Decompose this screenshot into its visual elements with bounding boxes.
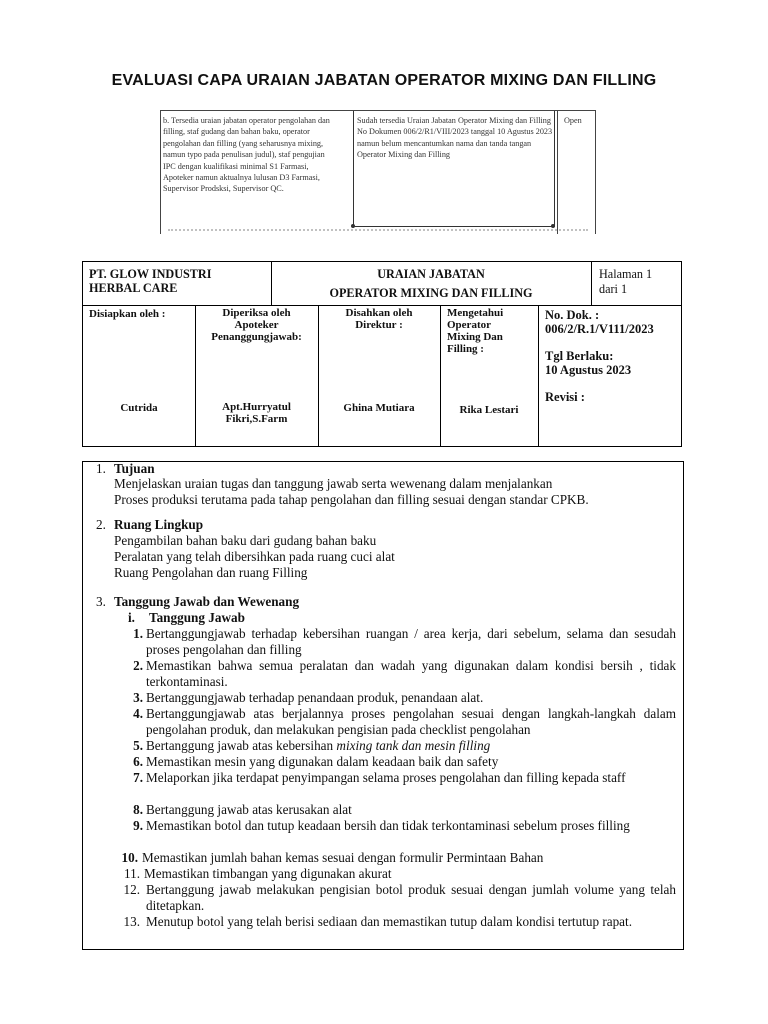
item-number: 8. <box>133 802 143 817</box>
list-item: Memastikan timbangan yang digunakan akurat <box>144 866 392 881</box>
section-number: 3. <box>96 594 106 609</box>
list-item: Bertanggungjawab terhadap kebersihan ruangan / area kerja, dari sebelum, selama dan sesudah proses pengolahan dan filling <box>146 626 676 657</box>
valid-date: 10 Agustus 2023 <box>545 363 632 377</box>
cropped-row-edge <box>168 229 588 231</box>
list-item: Bertanggungjawab terhadap penandaan produk, penandaan alat. <box>146 690 484 705</box>
list-item: Memastikan botol dan tutup keadaan bersih dan tidak terkontaminasi sebelum proses filling <box>146 818 630 833</box>
checked-label-2: Apoteker <box>234 319 279 331</box>
doc-title-line1: URAIAN JABATAN <box>377 267 485 281</box>
list-item <box>146 882 676 914</box>
company-name-line1: PT. GLOW INDUSTRI <box>89 267 212 281</box>
item-number: 2. <box>133 658 143 673</box>
scanned-capa-table <box>160 110 596 234</box>
tujuan-line2: Proses produksi terutama pada tahap pengolahan dan filling sesuai dengan standar CPKB. <box>114 492 589 507</box>
table-divider <box>595 111 596 234</box>
item-number: 6. <box>133 754 143 769</box>
tujuan-line1: Menjelaskan uraian tugas dan tanggung jawab serta wewenang dalam menjalankan <box>114 476 553 491</box>
document-header-table <box>82 261 682 447</box>
table-divider <box>83 305 681 306</box>
item-number: 12. <box>123 882 140 897</box>
approved-label-2: Direktur : <box>355 319 403 331</box>
approved-label-1: Disahkan oleh <box>345 307 413 319</box>
item-number: 3. <box>133 690 143 705</box>
table-divider <box>440 305 441 446</box>
list-item: Menutup botol yang telah berisi sediaan dan memastikan tutup dalam kondisi tertutup rapat. <box>146 914 632 929</box>
ruang-lingkup-line3: Ruang Pengolahan dan ruang Filling <box>114 565 308 580</box>
ack-label-2: Operator <box>447 319 491 331</box>
page-title: EVALUASI CAPA URAIAN JABATAN OPERATOR MIXING DAN FILLING <box>111 72 657 89</box>
section-title-tanggung-jawab: Tanggung Jawab dan Wewenang <box>114 594 300 609</box>
ack-label-3: Mixing Dan <box>447 331 503 343</box>
table-divider <box>591 262 592 305</box>
item-number: 13. <box>123 914 140 929</box>
ack-name: Rika Lestari <box>459 404 519 416</box>
prepared-label: Disiapkan oleh : <box>89 308 166 320</box>
item-italic-text: mixing tank dan mesin filling <box>336 738 491 753</box>
item-number: 7. <box>133 770 143 785</box>
ruang-lingkup-line2: Peralatan yang telah dibersihkan pada ruang cuci alat <box>114 549 395 564</box>
list-item: Bertanggungjawab atas berjalannya proses pengolahan sesuai dengan langkah-langkah dalam pengolahan produk, dan melakukan pengisian pada checklist pengolahan <box>146 706 676 737</box>
cell-corner-dot <box>551 224 555 228</box>
ack-label-1: Mengetahui <box>447 307 504 319</box>
finding-text: b. Tersedia uraian jabatan operator pengolahan dan filling, staf gudang dan bahan baku, operator pengolahan dan filling (yang seharusnya mixing, namun typo pada penulisan judul), staf pengujian IPC dengan kualifikasi minimal S1 Farmasi, Apoteker namun aktualnya lulusan D3 Farmasi, Supervisor Prodsksi, Supervisor QC. <box>163 116 330 194</box>
valid-date-label: Tgl Berlaku: <box>545 349 614 363</box>
checked-label-3: Penanggungjawab: <box>211 331 302 343</box>
doc-title-line2: OPERATOR MIXING DAN FILLING <box>329 286 533 300</box>
item-text: Bertanggung jawab atas kebersihan <box>146 738 334 753</box>
doc-number-label: No. Dok. : <box>545 308 600 322</box>
cell-corner-dot <box>351 224 355 228</box>
section-title-tujuan: Tujuan <box>114 461 155 476</box>
prepared-name: Cutrida <box>120 402 158 414</box>
list-item <box>146 738 676 754</box>
section-title-ruang-lingkup: Ruang Lingkup <box>114 517 204 532</box>
list-item: Memastikan bahwa semua peralatan dan wadah yang digunakan dalam kondisi bersih , tidak terkontaminasi. <box>146 658 676 689</box>
revision-label: Revisi : <box>545 390 585 404</box>
item-number: 10. <box>121 850 138 865</box>
section-number: 2. <box>96 517 106 532</box>
table-divider <box>557 111 558 234</box>
list-item: Memastikan mesin yang digunakan dalam keadaan baik dan safety <box>146 754 499 769</box>
page-number-line2: dari 1 <box>599 282 628 296</box>
subsection-title: Tanggung Jawab <box>149 610 245 625</box>
ruang-lingkup-line1: Pengambilan bahan baku dari gudang bahan baku <box>114 533 377 548</box>
list-item: Memastikan jumlah bahan kemas sesuai dengan formulir Permintaan Bahan <box>142 850 544 865</box>
item-number: 1. <box>133 626 143 641</box>
company-name-line2: HERBAL CARE <box>89 281 178 295</box>
ack-label-4: Filling : <box>447 343 484 355</box>
checked-name-1: Apt.Hurryatul <box>222 401 291 413</box>
approved-name: Ghina Mutiara <box>343 402 415 414</box>
subsection-number: i. <box>128 610 135 625</box>
list-item: Melaporkan jika terdapat penyimpangan selama proses pengolahan dan filling kepada staff <box>146 770 626 785</box>
response-text: Sudah tersedia Uraian Jabatan Operator Mixing dan Filling No Dokumen 006/2/R1/VIII/2023 tanggal 10 Agustus 2023 namun belum mencantumkan nama dan tanda tangan Operator Mixing dan Filling <box>357 116 553 160</box>
page-number-line1: Halaman 1 <box>599 267 653 281</box>
status-text: Open <box>564 116 582 125</box>
table-divider <box>538 305 539 446</box>
doc-number: 006/2/R.1/V111/2023 <box>545 322 654 336</box>
item-number: 4. <box>133 706 143 721</box>
section-number: 1. <box>96 461 106 476</box>
item-number: 9. <box>133 818 143 833</box>
list-item: Bertanggung jawab atas kerusakan alat <box>146 802 352 817</box>
job-description-content <box>82 461 684 950</box>
item-number: 5. <box>133 738 143 753</box>
item-number: 11. <box>124 866 140 881</box>
item-text: Bertanggung jawab melakukan pengisian botol produk sesuai dengan jumlah volume yang telah ditetapkan. <box>146 882 676 913</box>
checked-name-2: Fikri,S.Farm <box>225 413 288 425</box>
checked-label-1: Diperiksa oleh <box>222 307 291 319</box>
table-divider <box>160 111 161 234</box>
